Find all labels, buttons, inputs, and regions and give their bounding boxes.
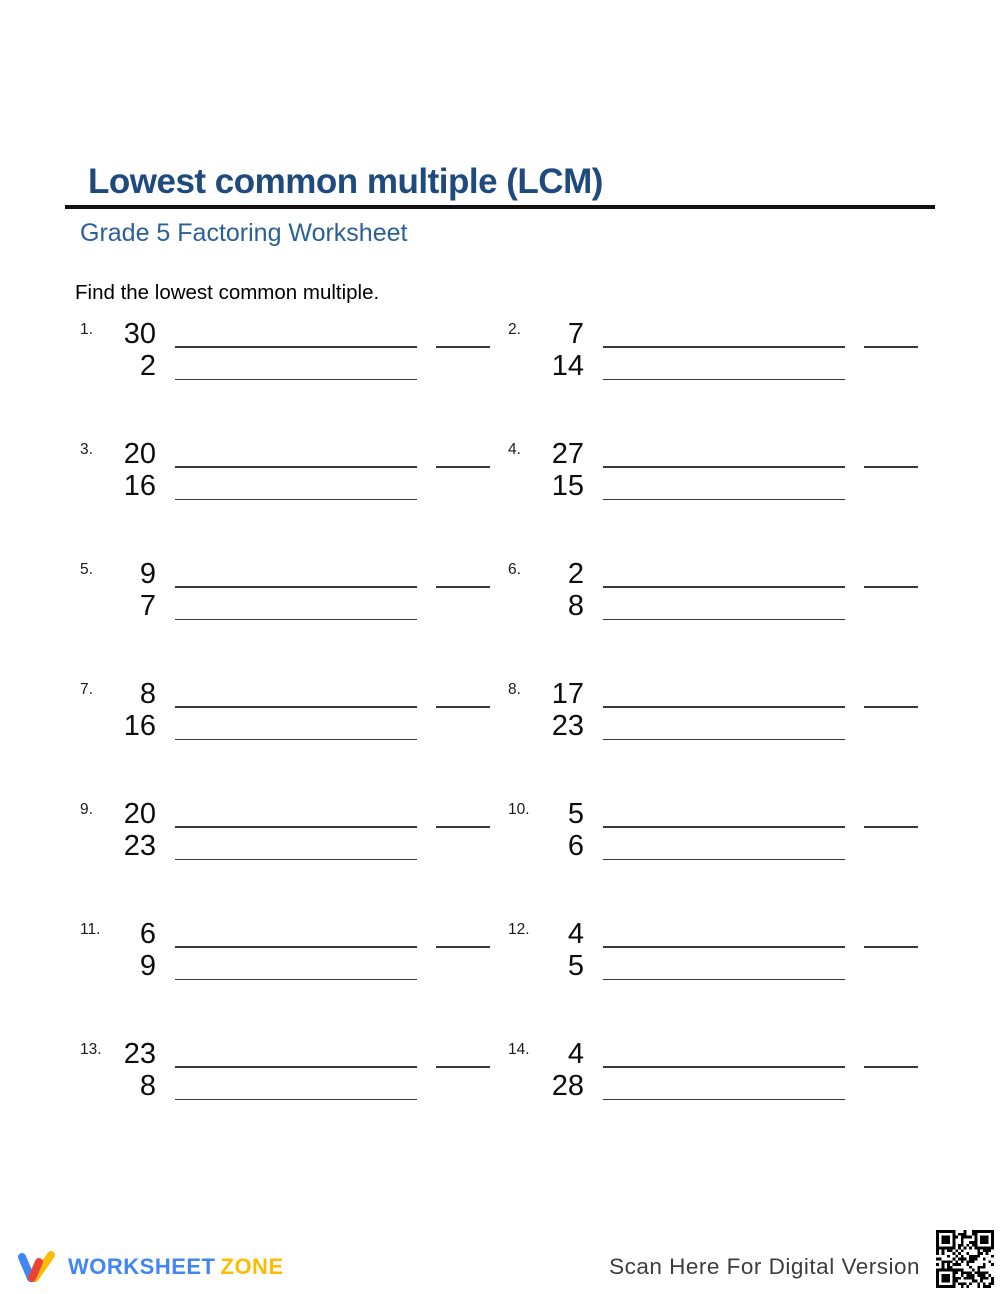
- operand-b: 23: [123, 830, 156, 862]
- operand-a: 4: [567, 918, 584, 950]
- problem-number: 1.: [80, 321, 93, 338]
- operand-b: 16: [123, 470, 156, 502]
- problem-number: 13.: [80, 1041, 102, 1058]
- operand-a: 9: [139, 558, 156, 590]
- work-line-b: [175, 1099, 417, 1100]
- work-line-b: [175, 979, 417, 980]
- work-line-a: [175, 946, 417, 948]
- answer-line: [436, 946, 490, 948]
- worksheetzone-w-icon: [16, 1250, 60, 1284]
- operand-a: 20: [123, 438, 156, 470]
- operand-a: 2: [567, 558, 584, 590]
- scan-here-label: Scan Here For Digital Version: [609, 1254, 920, 1279]
- problem-row-a: [542, 918, 918, 950]
- problem-body: [114, 678, 490, 742]
- work-line-b: [603, 499, 845, 500]
- problem-number: 9.: [80, 801, 93, 818]
- work-line-a: [603, 1066, 845, 1068]
- problem-row-b: [114, 710, 490, 742]
- problem-row-b: [542, 830, 918, 862]
- answer-line: [864, 586, 918, 588]
- problem-row-a: [114, 918, 490, 950]
- problem-body: [114, 438, 490, 502]
- problem-body: [542, 1038, 918, 1102]
- problem-body: [542, 438, 918, 502]
- problem-row-a: [114, 318, 490, 350]
- answer-line: [436, 1066, 490, 1068]
- operand-a: 30: [123, 318, 156, 350]
- work-line-b: [175, 379, 417, 380]
- operand-a: 4: [567, 1038, 584, 1070]
- problem-number: 14.: [508, 1041, 530, 1058]
- problem-row-b: [542, 710, 918, 742]
- problem-number: 6.: [508, 561, 521, 578]
- qr-code: [932, 1226, 998, 1292]
- problem-number: 3.: [80, 441, 93, 458]
- work-line-a: [603, 586, 845, 588]
- problem-item: [80, 318, 508, 382]
- problem-row-a: [542, 678, 918, 710]
- operand-a: 17: [551, 678, 584, 710]
- operand-a: 5: [567, 798, 584, 830]
- problem-item: [508, 318, 936, 382]
- problem-item: [508, 798, 936, 862]
- problem-row-a: [114, 558, 490, 590]
- problem-number: 10.: [508, 801, 530, 818]
- work-line-b: [603, 619, 845, 620]
- answer-line: [436, 466, 490, 468]
- operand-b: 8: [567, 590, 584, 622]
- problem-item: [80, 1038, 508, 1102]
- operand-b: 9: [139, 950, 156, 982]
- work-line-b: [175, 619, 417, 620]
- operand-a: 23: [123, 1038, 156, 1070]
- work-line-a: [603, 706, 845, 708]
- problem-number: 12.: [508, 921, 530, 938]
- problem-row-b: [542, 950, 918, 982]
- work-line-b: [603, 979, 845, 980]
- worksheet-subtitle: Grade 5 Factoring Worksheet: [80, 219, 408, 247]
- qr-code-pattern: [936, 1230, 994, 1288]
- work-line-b: [175, 739, 417, 740]
- operand-b: 8: [139, 1070, 156, 1102]
- problem-body: [114, 1038, 490, 1102]
- operand-b: 7: [139, 590, 156, 622]
- problem-row-a: [542, 798, 918, 830]
- problem-body: [114, 318, 490, 382]
- problem-body: [542, 318, 918, 382]
- work-line-a: [175, 826, 417, 828]
- brand-word-worksheet: WORKSHEET: [68, 1254, 216, 1279]
- problem-number: 4.: [508, 441, 521, 458]
- page-title: Lowest common multiple (LCM): [88, 162, 603, 201]
- problem-row-b: [542, 590, 918, 622]
- work-line-b: [603, 739, 845, 740]
- answer-line: [864, 946, 918, 948]
- problem-item: [508, 1038, 936, 1102]
- operand-b: 16: [123, 710, 156, 742]
- problem-row-a: [114, 678, 490, 710]
- operand-b: 15: [551, 470, 584, 502]
- problem-number: 11.: [80, 921, 101, 938]
- brand-name: [68, 1254, 284, 1280]
- work-line-b: [603, 859, 845, 860]
- work-line-a: [603, 826, 845, 828]
- problem-number: 8.: [508, 681, 521, 698]
- work-line-a: [175, 466, 417, 468]
- work-line-b: [175, 859, 417, 860]
- work-line-a: [175, 586, 417, 588]
- problem-item: [80, 558, 508, 622]
- problem-row-b: [114, 1070, 490, 1102]
- problem-row-a: [114, 798, 490, 830]
- problem-body: [542, 558, 918, 622]
- operand-a: 20: [123, 798, 156, 830]
- answer-line: [864, 1066, 918, 1068]
- brand-logo: [16, 1250, 284, 1284]
- problem-number: 5.: [80, 561, 93, 578]
- title-divider: [65, 205, 935, 209]
- work-line-b: [603, 379, 845, 380]
- problem-row-b: [114, 470, 490, 502]
- problem-body: [542, 678, 918, 742]
- page-footer: [0, 1214, 1000, 1294]
- problem-row-a: [542, 1038, 918, 1070]
- problem-item: [80, 918, 508, 982]
- answer-line: [436, 706, 490, 708]
- work-line-b: [603, 1099, 845, 1100]
- operand-b: 2: [139, 350, 156, 382]
- problem-row-b: [114, 590, 490, 622]
- problem-body: [542, 918, 918, 982]
- answer-line: [864, 706, 918, 708]
- problem-row-b: [114, 350, 490, 382]
- problem-item: [80, 798, 508, 862]
- operand-b: 5: [567, 950, 584, 982]
- problem-row-a: [542, 438, 918, 470]
- problem-row-b: [114, 950, 490, 982]
- problems-grid: [80, 318, 936, 1102]
- operand-b: 6: [567, 830, 584, 862]
- problem-item: [80, 438, 508, 502]
- problem-row-b: [542, 470, 918, 502]
- operand-b: 28: [551, 1070, 584, 1102]
- answer-line: [436, 586, 490, 588]
- problem-row-b: [542, 350, 918, 382]
- operand-b: 14: [551, 350, 584, 382]
- problem-row-a: [542, 558, 918, 590]
- problem-row-b: [114, 830, 490, 862]
- work-line-a: [603, 946, 845, 948]
- problem-row-b: [542, 1070, 918, 1102]
- problem-body: [114, 918, 490, 982]
- problem-row-a: [114, 438, 490, 470]
- problem-row-a: [114, 1038, 490, 1070]
- operand-a: 6: [139, 918, 156, 950]
- work-line-a: [175, 1066, 417, 1068]
- problem-item: [508, 558, 936, 622]
- answer-line: [864, 346, 918, 348]
- problem-item: [508, 678, 936, 742]
- work-line-a: [603, 466, 845, 468]
- problem-item: [508, 438, 936, 502]
- answer-line: [864, 826, 918, 828]
- brand-word-zone: ZONE: [220, 1254, 284, 1279]
- problem-number: 7.: [80, 681, 93, 698]
- answer-line: [436, 346, 490, 348]
- problem-number: 2.: [508, 321, 521, 338]
- answer-line: [864, 466, 918, 468]
- work-line-a: [175, 346, 417, 348]
- problem-item: [508, 918, 936, 982]
- problem-body: [114, 798, 490, 862]
- work-line-a: [603, 346, 845, 348]
- operand-a: 7: [567, 318, 584, 350]
- operand-a: 27: [551, 438, 584, 470]
- work-line-a: [175, 706, 417, 708]
- operand-a: 8: [139, 678, 156, 710]
- operand-b: 23: [551, 710, 584, 742]
- problem-row-a: [542, 318, 918, 350]
- problem-body: [542, 798, 918, 862]
- answer-line: [436, 826, 490, 828]
- problem-body: [114, 558, 490, 622]
- instruction-text: Find the lowest common multiple.: [75, 281, 380, 304]
- work-line-b: [175, 499, 417, 500]
- problem-item: [80, 678, 508, 742]
